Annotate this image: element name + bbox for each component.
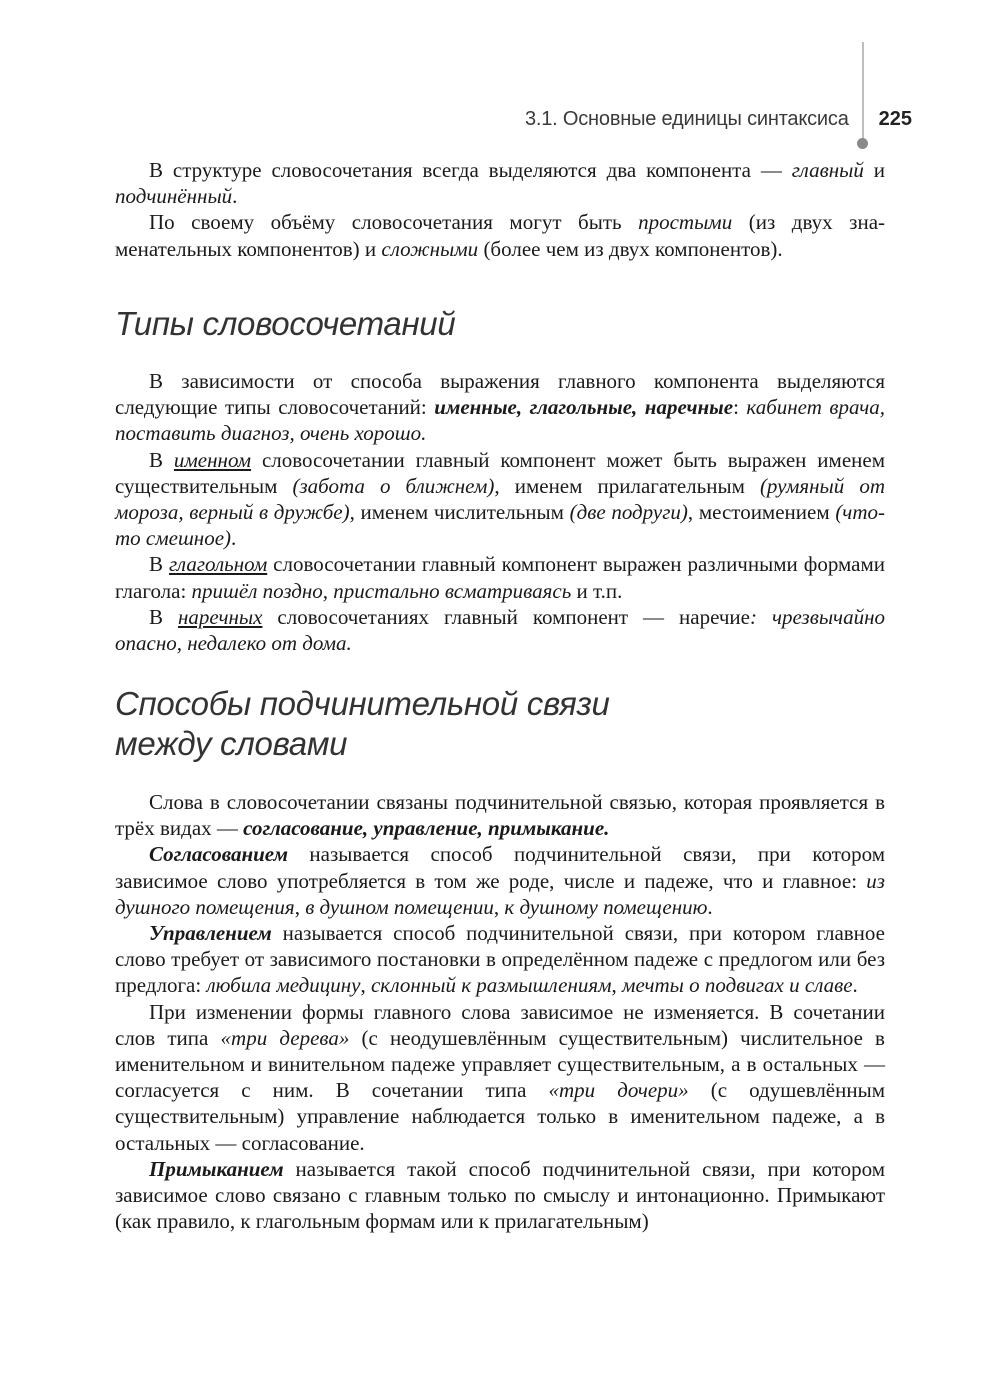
page-number: 225: [878, 108, 912, 130]
paragraph: Слова в словосочетании связаны подчинительной связью, которая проявляется в трёх видах — согласование, управление, примыкание.: [115, 790, 885, 841]
paragraph: В наречных словосочетаниях главный компонент — наречие: чрезвычайно опасно, недалеко от дома.: [115, 604, 885, 656]
section-types-text: [115, 368, 885, 656]
section-subordination-text: [115, 789, 885, 1234]
paragraph: В зависимости от способа выражения главного компонента выделяются следующие типы словосочетаний: именные, глагольные, наречные: кабинет врача, поставить диагноз, очень хорошо.: [115, 369, 885, 446]
intro-text: [115, 157, 885, 262]
running-head-section-title: 3.1. Основные единицы синтаксиса: [524, 108, 849, 130]
paragraph: По своему объёму словосочетания могут быть простыми (из двух знаменательных компонентов) и сложными (более чем из двух компонентов).: [115, 210, 886, 261]
paragraph: Согласованием называется способ подчинительной связи, при котором зависимое слово употребляется в том же роде, числе и падеже, что и главное: из душного помещения, в душном помещении, к душному помещению.: [115, 842, 885, 919]
header-rule-dot: [857, 138, 868, 149]
paragraph: Управлением называется способ подчинительной связи, при котором главное слово требует от зависимого постановки в определённом падеже с предлогом или без предлога: любила медицину, склонный к размышлениям, мечты о подвигах и славе.: [115, 921, 885, 998]
paragraph: В именном словосочетании главный компонент может быть выражен именем существительным (забота о ближнем), именем прилагательным (румяный от мороза, верный в дружбе), именем числительным (две подруги), местоимением (что-то смешное).: [115, 447, 886, 551]
paragraph: При изменении формы главного слова зависимое не изменяется. В сочетании слов типа «три дерева» (с неодушевлённым существительным) числительное в именительном и винительном падеже управляет существительным, а в остальных — согласуется с ним. В сочетании типа «три дочери» (с одушевлённым существительным) управление наблюдается только в именительном падеже, а в остальных — согласование.: [115, 999, 885, 1155]
paragraph: В глагольном словосочетании главный компонент выражен различными формами глагола: пришёл поздно, пристально всматриваясь и т.п.: [115, 552, 885, 603]
paragraph: В структуре словосочетания всегда выделяются два компонента — главный и подчинённый.: [115, 158, 885, 209]
section-heading-types: Типы словосочетаний: [115, 305, 456, 342]
section-heading-subordination: Способы подчинительной связи между словами: [115, 685, 610, 762]
paragraph: Примыканием называется такой способ подчинительной связи, при котором зависимое слово связано с главным только по смыслу и интонационно. Примыкают (как правило, к глагольным формам или к прилагательным): [115, 1156, 885, 1234]
running-head: [115, 108, 912, 131]
